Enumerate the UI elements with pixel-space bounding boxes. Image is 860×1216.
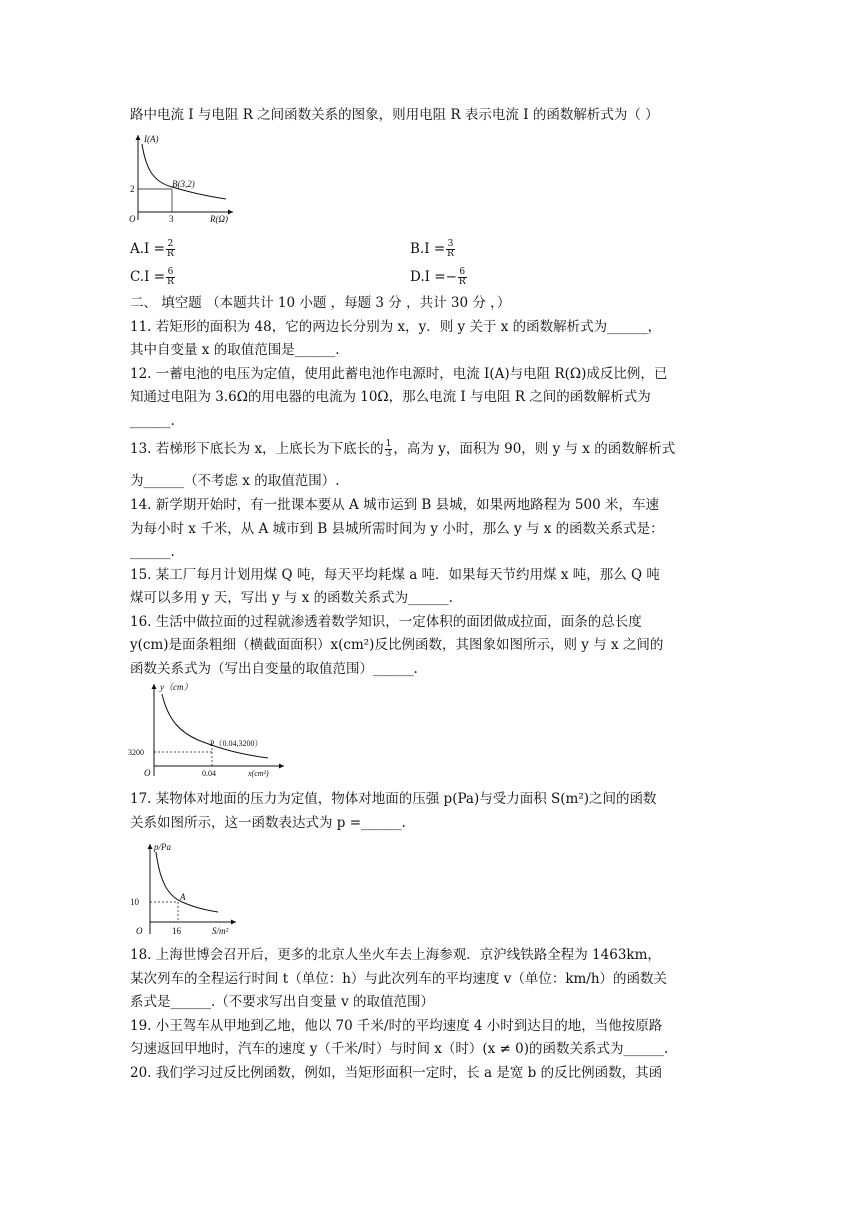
q19-line-2: 匀速返回甲地时，汽车的速度 y（千米/时）与时间 x（时）(x ≠ 0)的函数关系式为______. [130,1041,669,1057]
q17-origin: O [136,926,143,936]
q10-point-label: B(3,2) [172,179,195,189]
q14-line-2: 为每小时 x 千米，从 A 城市到 B 县城所需时间为 y 小时，那么 y 与 x 的函数关系式是： [130,521,664,537]
q13-line-2: 为______（不考虑 x 的取值范围）. [130,473,340,489]
q16-point-label: P（0.04,3200） [210,739,263,748]
q10-graph [128,130,238,226]
q10-y-axis-label: I(A) [144,134,159,144]
q10-x-axis-label: R(Ω) [210,214,228,224]
q11-line-2: 其中自变量 x 的取值范围是______. [130,342,340,358]
q16-line-2: y(cm)是面条粗细（横截面面积）x(cm²)反比例函数，其图象如图所示，则 y 与 x 之间的 [130,637,664,653]
q18-line-1: 18. 上海世博会召开后，更多的北京人坐火车去上海参观．京沪线铁路全程为 1463km， [130,947,661,963]
q15-line-2: 煤可以多用 y 天，写出 y 与 x 的函数关系式为______. [130,590,453,606]
q17-y-axis-label: p/Pa [154,842,171,852]
q18-line-3: 系式是______.（不要求写出自变量 v 的取值范围） [130,994,434,1010]
q10-x-tick: 3 [169,214,174,224]
q17-x-axis-label: S/m² [212,926,229,936]
q16-origin: O [144,768,151,778]
q10-stem: 路中电流 I 与电阻 R 之间函数关系的图象，则用电阻 R 表示电流 I 的函数解析式为（ ） [130,107,659,123]
q16-x-axis-label: x(cm²) [248,769,269,778]
q20-line-1: 20. 我们学习过反比例函数，例如，当矩形面积一定时，长 a 是宽 b 的反比例函数，其函 [130,1065,663,1081]
q10-option-a: A.I = $\frac{2}{R}$ [130,239,174,259]
q16-x-tick: 0.04 [202,769,216,778]
q12-line-1: 12. 一蓄电池的电压为定值，使用此蓄电池作电源时，电流 I(A)与电阻 R(Ω)成反比例，已 [130,366,668,382]
q16-graph [128,680,288,778]
q13-line-1: 13. 若梯形下底长为 x，上底长为下底长的 $\frac{1}{3}$ ，高为 y，面积为 90，则 y 与 x 的函数解析式 [130,439,676,459]
q10-origin: O [129,214,136,224]
q17-line-1: 17. 某物体对地面的压力为定值，物体对地面的压强 p(Pa)与受力面积 S(m²)之间的函数 [130,791,657,807]
q12-line-2: 知通过电阻为 3.6Ω的用电器的电流为 10Ω，那么电流 I 与电阻 R 之间的函数解析式为 [130,389,651,405]
q10-y-tick: 2 [130,184,135,194]
q19-line-1: 19. 小王驾车从甲地到乙地，他以 70 千米/时的平均速度 4 小时到达目的地，当他按原路 [130,1018,663,1034]
q10-option-d: D.I =− $\frac{6}{R}$ [410,267,466,287]
section-heading: 二、 填空题 （本题共计 10 小题 ，每题 3 分 ，共计 30 分 ，） [130,295,511,311]
q16-line-3: 函数关系式为（写出自变量的取值范围）______. [130,661,418,677]
q17-x-tick: 16 [172,926,181,936]
q11-line-1: 11. 若矩形的面积为 48，它的两边长分别为 x，y．则 y 关于 x 的函数解析式为______， [130,319,662,335]
q17-y-tick: 10 [130,897,139,907]
q17-point-label: A [180,892,186,902]
q14-line-1: 14. 新学期开始时，有一批课本要从 A 城市运到 B 县城，如果两地路程为 500 米，车速 [130,497,659,513]
q17-graph [128,838,238,938]
q16-y-axis-label: y（cm） [160,682,193,692]
q18-line-2: 某次列车的全程运行时间 t（单位：h）与此次列车的平均速度 v（单位：km/h）的函数关 [130,971,668,987]
q10-option-c: C.I = $\frac{6}{R}$ [130,267,174,287]
q17-line-2: 关系如图所示，这一函数表达式为 p =______. [130,815,406,831]
q16-line-1: 16. 生活中做拉面的过程就渗透着数学知识，一定体积的面团做成拉面，面条的总长度 [130,614,642,630]
q16-y-tick: 3200 [128,748,144,757]
q10-option-b: B.I = $\frac{3}{R}$ [410,239,454,259]
q14-line-3: ______. [130,544,175,560]
q13-fraction: $\frac{1}{3}$ [385,439,392,459]
q15-line-1: 15. 某工厂每月计划用煤 Q 吨，每天平均耗煤 a 吨．如果每天节约用煤 x 吨，那么 Q 吨 [130,567,660,583]
q12-line-3: ______. [130,413,175,429]
